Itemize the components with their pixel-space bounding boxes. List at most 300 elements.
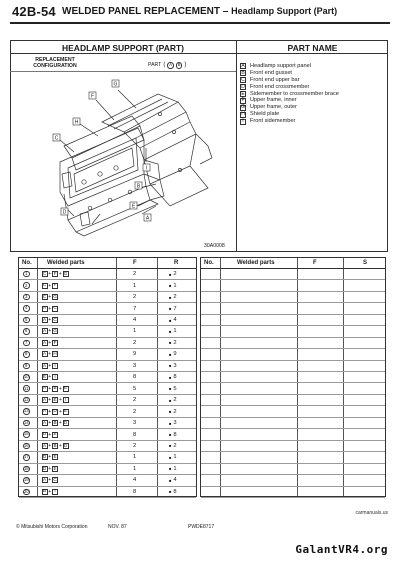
f-count: 1 — [133, 282, 137, 289]
f-count: 9 — [133, 351, 137, 358]
plus-sign: + — [58, 420, 62, 427]
part-letter-box: G — [53, 328, 57, 334]
plus-sign: + — [48, 351, 52, 358]
blank-table-row — [201, 475, 385, 486]
r-value: 2 — [173, 442, 177, 449]
header-welded-parts: Welded parts — [47, 260, 85, 266]
bullet-mark: ■ — [169, 454, 172, 460]
part-ab-label: PART ( A B ) — [148, 62, 187, 69]
table-row — [19, 292, 196, 303]
table-row — [19, 269, 196, 280]
part-letter-box: A — [42, 351, 47, 357]
part-name-list — [240, 63, 386, 125]
row-number-circle: 20 — [23, 488, 29, 494]
plus-sign: + — [48, 408, 52, 415]
row-number-circle: 4 — [23, 305, 30, 312]
blank-table-row — [201, 292, 385, 303]
part-letter-box: C — [42, 293, 47, 299]
table-row — [19, 406, 196, 417]
r-value: 2 — [173, 271, 177, 278]
blank-table-row — [201, 280, 385, 291]
part-name-item — [240, 118, 386, 125]
f-count: 3 — [133, 420, 137, 427]
part-letter-box: B — [42, 488, 47, 494]
page-title — [62, 6, 337, 17]
table-row — [19, 315, 196, 326]
table-row — [19, 338, 196, 349]
header-f: F — [313, 260, 317, 266]
row-number — [23, 349, 30, 359]
f-count: 8 — [133, 431, 137, 438]
plus-sign: + — [48, 317, 52, 324]
table-row — [19, 303, 196, 314]
part-name-item — [240, 111, 386, 118]
f-count: 1 — [133, 454, 137, 461]
part-letter-box: A — [42, 362, 47, 368]
part-letter-box: A — [42, 419, 47, 425]
table-row — [19, 395, 196, 406]
part-letter-box: D — [53, 408, 57, 414]
row-number — [23, 361, 30, 371]
row-number-circle: 10 — [23, 374, 29, 380]
r-value: 1 — [173, 282, 177, 289]
r-value: 1 — [173, 454, 177, 461]
plus-sign: + — [48, 477, 52, 484]
table-row — [19, 384, 196, 395]
row-number-circle: 16 — [23, 442, 29, 448]
part-name-title: PART NAME — [287, 43, 338, 53]
part-letter-box: A — [42, 316, 47, 322]
part-letter-box: A — [42, 408, 47, 414]
part-letter-box: E — [53, 396, 57, 402]
part-letter-box: D — [42, 431, 47, 437]
part-letter-badge: B — [241, 69, 245, 76]
blank-table-row — [201, 349, 385, 360]
part-letter-box: D — [63, 419, 68, 425]
r-count — [169, 361, 177, 371]
part-letter-box: I — [52, 374, 58, 380]
row-number — [23, 292, 30, 302]
table-row — [19, 429, 196, 440]
part-letter-box: A — [42, 339, 47, 345]
welded-parts-table — [18, 257, 197, 497]
f-count: 8 — [133, 374, 137, 381]
row-number-circle: 11 — [24, 385, 29, 391]
part-letter-box: C — [42, 270, 47, 276]
plus-sign: + — [58, 385, 62, 392]
r-count — [169, 338, 177, 348]
blank-table-row — [201, 372, 385, 383]
part-letter-box: A — [42, 328, 47, 334]
r-count — [169, 395, 177, 405]
part-letter-badge: C — [241, 76, 245, 83]
part-letter-box: C — [42, 282, 47, 288]
welded-parts-cell — [41, 384, 69, 394]
row-number-circle: 3 — [23, 294, 30, 301]
part-letter-badge: F — [241, 97, 245, 104]
part-name-item — [240, 104, 386, 111]
welded-parts-cell — [41, 349, 59, 359]
table-row — [19, 361, 196, 372]
part-name-item — [240, 63, 386, 70]
blank-table-row — [201, 326, 385, 337]
r-count — [169, 418, 177, 428]
plus-sign: + — [58, 442, 62, 449]
part-letter-box: A — [42, 305, 47, 311]
blank-table-row — [201, 429, 385, 440]
r-value: 5 — [173, 385, 177, 392]
bullet-mark: ■ — [169, 306, 172, 312]
bullet-mark: ■ — [169, 466, 172, 472]
row-number-circle: 2 — [23, 282, 30, 289]
plus-sign: + — [58, 408, 62, 415]
part-letter-badge: E — [241, 90, 245, 97]
f-count: 8 — [133, 488, 137, 495]
r-value: 4 — [173, 477, 177, 484]
part-name-item — [240, 70, 386, 77]
part-letter-box: E — [53, 431, 57, 437]
plus-sign: + — [48, 282, 52, 289]
welded-parts-cell — [41, 326, 59, 336]
part-letter-box: I — [63, 397, 69, 403]
header-welded-parts: Welded parts — [237, 260, 275, 266]
footer-copyright: © Mitsubishi Motors Corporation — [16, 524, 88, 530]
r-value: 2 — [173, 397, 177, 404]
r-count — [169, 406, 177, 416]
r-value: 9 — [173, 351, 177, 358]
r-count — [169, 464, 177, 474]
footer-date: NOV. 87 — [108, 524, 127, 530]
bullet-mark: ■ — [169, 351, 172, 357]
r-count — [169, 372, 177, 382]
row-number-circle: 13 — [23, 408, 29, 414]
bullet-mark: ■ — [169, 489, 172, 495]
bullet-mark: ■ — [169, 432, 172, 438]
part-a-badge: A — [169, 62, 173, 68]
row-number — [23, 315, 30, 325]
part-name-text: Front end crossmember — [250, 83, 310, 90]
part-letter-box: I — [52, 489, 58, 495]
row-number — [23, 487, 30, 497]
r-value: 8 — [173, 374, 177, 381]
bullet-mark: ■ — [169, 363, 172, 369]
r-count — [169, 315, 177, 325]
footer-code: PWDE8717 — [188, 524, 215, 530]
r-count — [169, 303, 177, 313]
figure-title: HEADLAMP SUPPORT (PART) — [62, 43, 184, 53]
part-letter-box: D — [42, 454, 47, 460]
diagram-label-g: G — [113, 81, 118, 88]
row-number — [23, 475, 30, 485]
r-value: 3 — [173, 362, 177, 369]
figure-divider — [236, 40, 237, 252]
table-row — [19, 464, 196, 475]
table-row — [19, 326, 196, 337]
r-count — [169, 441, 177, 451]
diagram-label-a: A — [145, 215, 150, 222]
plus-sign: + — [48, 420, 52, 427]
table-row — [19, 475, 196, 486]
title-main: WELDED PANEL REPLACEMENT — [62, 6, 220, 17]
bullet-mark: ■ — [169, 374, 172, 380]
diagram-label-b: B — [136, 183, 141, 190]
plus-sign: + — [48, 454, 52, 461]
bullet-mark: ■ — [169, 328, 172, 334]
config-rule — [10, 71, 236, 72]
part-letter-badge: D — [241, 83, 245, 90]
header-f: F — [133, 260, 137, 266]
plus-sign: + — [48, 397, 52, 404]
row-number-circle: 8 — [23, 351, 30, 358]
f-count: 5 — [133, 385, 137, 392]
row-number — [23, 384, 30, 394]
part-name-text: Shield plate — [250, 111, 280, 118]
part-name-text: Headlamp support panel — [250, 63, 311, 69]
part-name-text: Upper frame, inner — [250, 97, 297, 104]
row-number — [23, 269, 30, 279]
welded-parts-cell — [41, 395, 69, 405]
part-letter-badge: G — [241, 104, 245, 111]
f-count: 3 — [133, 362, 137, 369]
diagram-label-h: H — [74, 119, 79, 126]
row-number-circle: 15 — [23, 431, 29, 437]
r-count — [169, 429, 177, 439]
part-name-text: Sidemember to crossmember brace — [250, 90, 339, 97]
r-count — [169, 487, 177, 497]
part-letter-badge: A — [241, 62, 245, 69]
diagram-label-e: E — [131, 203, 136, 210]
part-letter-box: E — [53, 465, 57, 471]
replacement-label-2: CONFIGURATION — [33, 63, 77, 69]
row-number — [23, 429, 30, 439]
row-number-circle: 18 — [23, 465, 29, 471]
plus-sign: + — [48, 271, 52, 278]
welded-parts-cell — [41, 475, 59, 485]
part-letter-box: C — [53, 316, 57, 322]
blank-table-row — [201, 441, 385, 452]
table-row — [19, 280, 196, 291]
table-row — [19, 418, 196, 429]
figure-code: 30A0008 — [204, 243, 225, 249]
row-number — [23, 338, 30, 348]
plus-sign: + — [48, 328, 52, 335]
header-s: S — [363, 260, 368, 266]
table-row — [19, 372, 196, 383]
welded-parts-cell — [41, 303, 59, 313]
blank-table-row — [201, 406, 385, 417]
r-value: 7 — [173, 305, 177, 312]
part-letter-box: D — [63, 442, 68, 448]
welded-parts-cell — [41, 269, 69, 279]
row-number — [23, 452, 30, 462]
bullet-mark: ■ — [169, 294, 172, 300]
r-value: 2 — [173, 408, 177, 415]
part-letter-box: E — [42, 373, 47, 379]
row-number — [23, 406, 30, 416]
bullet-mark: ■ — [169, 271, 172, 277]
bullet-mark: ■ — [169, 283, 172, 289]
part-letter-box: A — [42, 385, 47, 391]
f-count: 1 — [133, 328, 137, 335]
row-number — [23, 395, 30, 405]
plus-sign: + — [58, 271, 62, 278]
r-count — [169, 349, 177, 359]
welded-parts-cell — [41, 361, 59, 371]
figure-header-rule — [10, 53, 388, 54]
diagram-label-d: D — [62, 209, 67, 216]
blank-table-row — [201, 384, 385, 395]
part-letter-box: B — [53, 419, 57, 425]
part-letter-box: F — [53, 282, 57, 288]
diagram-label-i: I — [145, 165, 148, 172]
welded-parts-cell — [41, 429, 59, 439]
diagram-label-c: C — [54, 135, 59, 142]
row-number — [23, 303, 30, 313]
r-count — [169, 475, 177, 485]
plus-sign: + — [48, 431, 52, 438]
plus-sign: + — [48, 374, 52, 381]
welded-parts-cell — [41, 464, 59, 474]
part-name-item — [240, 77, 386, 84]
site-watermark: GalantVR4.org — [295, 543, 388, 556]
row-number-circle: 6 — [23, 328, 30, 335]
welded-parts-cell — [41, 406, 69, 416]
r-count — [169, 326, 177, 336]
blank-welded-parts-table — [200, 257, 386, 497]
part-letter-box: A — [42, 442, 47, 448]
header-r: R — [174, 260, 179, 266]
headlamp-support-diagram — [40, 74, 230, 244]
row-number-circle: 7 — [23, 340, 30, 347]
r-count — [169, 269, 177, 279]
welded-parts-cell — [41, 487, 59, 497]
f-count: 2 — [133, 294, 137, 301]
part-letter-badge: I — [240, 119, 246, 125]
diagram-label-f: F — [90, 93, 95, 100]
table-row — [19, 452, 196, 463]
blank-table-row — [201, 315, 385, 326]
table-header — [19, 258, 196, 269]
part-letter-box: C — [53, 477, 57, 483]
part-letter-box: E — [53, 454, 57, 460]
f-count: 4 — [133, 317, 137, 324]
header-no: No. — [204, 260, 214, 266]
row-number — [23, 280, 30, 290]
table-header — [201, 258, 385, 269]
part-letter-box: E — [63, 385, 68, 391]
part-letter-box: A — [42, 477, 47, 483]
bullet-mark: ■ — [169, 397, 172, 403]
plus-sign: + — [48, 385, 52, 392]
title-sub: Headlamp Support (Part) — [231, 6, 338, 16]
part-letter-badge: H — [241, 111, 245, 118]
blank-table-row — [201, 395, 385, 406]
bullet-mark: ■ — [169, 409, 172, 415]
part-name-item — [240, 91, 386, 98]
f-count: 2 — [133, 339, 137, 346]
f-count: 2 — [133, 271, 137, 278]
part-letter-box: C — [53, 305, 57, 311]
f-count: 7 — [133, 305, 137, 312]
f-count: 2 — [133, 408, 137, 415]
plus-sign: + — [48, 465, 52, 472]
blank-table-row — [201, 418, 385, 429]
part-letter-box: F — [53, 339, 57, 345]
page-number: 42B-54 — [12, 4, 56, 19]
row-number — [23, 372, 30, 382]
row-number-circle: 14 — [23, 419, 29, 425]
part-letter-box: H — [53, 351, 57, 357]
r-value: 2 — [173, 294, 177, 301]
table-row — [19, 487, 196, 498]
part-name-item — [240, 84, 386, 91]
row-number — [23, 418, 30, 428]
header-no: No. — [22, 260, 32, 266]
welded-parts-cell — [41, 372, 59, 382]
bullet-mark: ■ — [169, 317, 172, 323]
table-row — [19, 349, 196, 360]
row-number-circle: 1 — [23, 271, 30, 278]
blank-table-row — [201, 269, 385, 280]
blank-table-row — [201, 452, 385, 463]
part-letter-box: I — [52, 363, 58, 369]
replacement-label-1: REPLACEMENT — [35, 57, 75, 63]
welded-parts-cell — [41, 418, 69, 428]
part-letter-box: F — [53, 270, 57, 276]
row-number-circle: 5 — [23, 317, 30, 324]
side-watermark: carmanuals.us — [355, 510, 388, 516]
row-number — [23, 441, 30, 451]
row-number-circle: 19 — [23, 477, 29, 483]
part-letter-box: A — [42, 396, 47, 402]
plus-sign: + — [48, 305, 52, 312]
plus-sign: + — [48, 488, 52, 495]
welded-parts-cell — [41, 315, 59, 325]
part-letter-box: B — [53, 442, 57, 448]
r-count — [169, 452, 177, 462]
r-value: 8 — [173, 431, 177, 438]
plus-sign: + — [48, 362, 52, 369]
f-count: 2 — [133, 442, 137, 449]
welded-parts-cell — [41, 452, 59, 462]
welded-parts-cell — [41, 292, 59, 302]
replacement-config-label — [25, 57, 85, 69]
r-count — [169, 384, 177, 394]
part-letter-box: G — [63, 270, 68, 276]
part-letter-box: G — [53, 293, 57, 299]
part-name-text: Front end gusset — [250, 69, 292, 76]
part-letter-box: E — [63, 408, 68, 414]
welded-parts-cell — [41, 441, 69, 451]
blank-table-row — [201, 303, 385, 314]
r-value: 1 — [173, 465, 177, 472]
table-row — [19, 441, 196, 452]
blank-table-row — [201, 487, 385, 498]
r-count — [169, 280, 177, 290]
welded-parts-cell — [41, 338, 59, 348]
bullet-mark: ■ — [169, 443, 172, 449]
part-name-text: Front end upper bar — [250, 76, 300, 83]
row-number — [23, 326, 30, 336]
f-count: 1 — [133, 465, 137, 472]
part-letter-box: D — [42, 465, 47, 471]
blank-table-row — [201, 361, 385, 372]
bullet-mark: ■ — [169, 340, 172, 346]
plus-sign: + — [58, 397, 62, 404]
r-value: 4 — [173, 317, 177, 324]
row-number-circle: 17 — [23, 454, 29, 460]
f-count: 2 — [133, 397, 137, 404]
